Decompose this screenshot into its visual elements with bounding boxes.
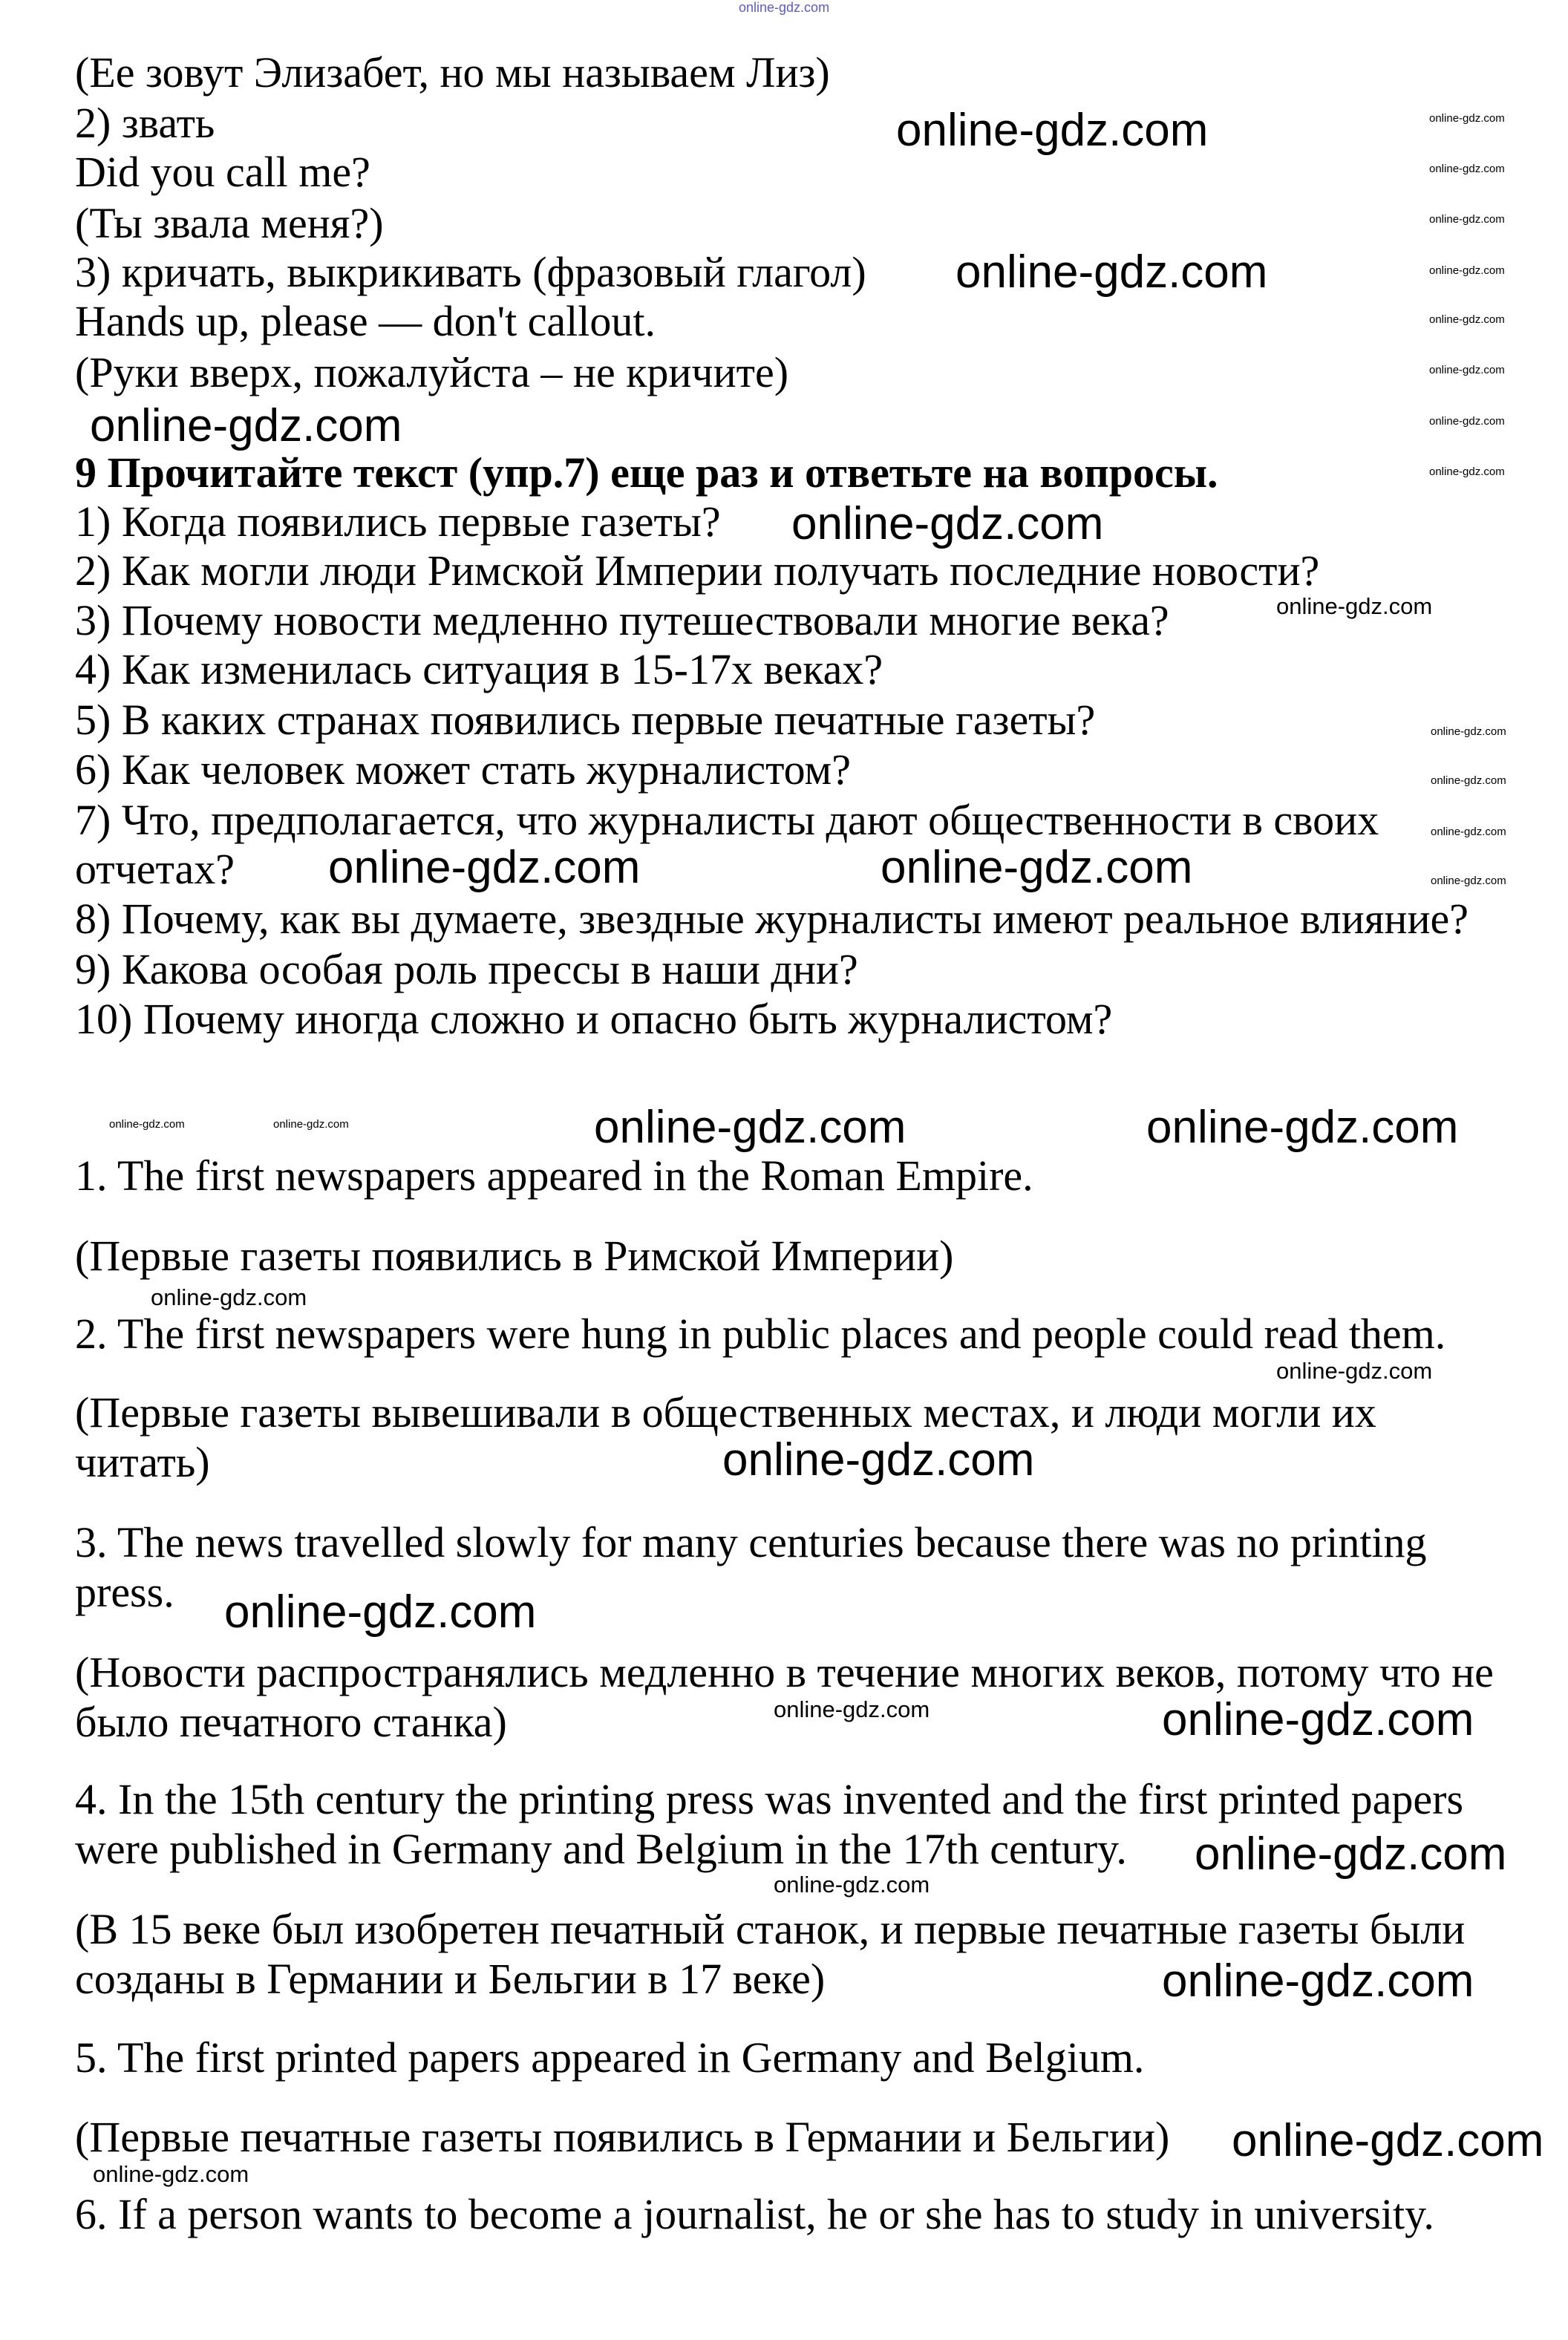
watermark: online-gdz.com [774,1696,930,1722]
watermark: online-gdz.com [1429,264,1505,277]
watermark: online-gdz.com [774,1872,930,1898]
watermark: online-gdz.com [328,842,641,893]
watermark: online-gdz.com [881,842,1193,893]
exercise-heading: 9 Прочитайте текст (упр.7) еще раз и ответьте на вопросы. [75,448,1218,497]
watermark: online-gdz.com [594,1102,906,1153]
watermark: online-gdz.com [896,105,1209,156]
answer-line: press. [75,1568,174,1616]
answer-line: 1. The first newspapers appeared in the Roman Empire. [75,1151,1033,1200]
watermark: online-gdz.com [1429,213,1505,226]
vocab-line: (Руки вверх, пожалуйста – не кричите) [75,348,789,396]
watermark: online-gdz.com [1429,112,1505,125]
watermark: online-gdz.com [273,1118,349,1131]
watermark-top: online-gdz.com [739,0,830,15]
answer-line: 5. The first printed papers appeared in Germany and Belgium. [75,2033,1145,2082]
question-line: 4) Как изменилась ситуация в 15-17х веках? [75,645,883,693]
answer-line: (Новости распространялись медленно в течение многих веков, потому что не [75,1648,1494,1696]
watermark: online-gdz.com [1429,465,1505,478]
answer-line: читать) [75,1438,210,1486]
answer-line: (Первые печатные газеты появились в Германии и Бельгии) [75,2113,1170,2161]
vocab-line: 2) звать [75,99,215,147]
answer-line: было печатного станка) [75,1698,507,1746]
answer-line: 6. If a person wants to become a journalist, he or she has to study in university. [75,2190,1434,2238]
watermark: online-gdz.com [722,1434,1035,1486]
watermark: online-gdz.com [1276,593,1433,619]
answer-line: (Первые газеты появились в Римской Империи) [75,1232,954,1280]
vocab-line: Hands up, please — don't callout. [75,297,656,345]
watermark: online-gdz.com [1232,2115,1544,2166]
watermark: online-gdz.com [1431,774,1506,787]
watermark: online-gdz.com [1431,725,1506,738]
watermark: online-gdz.com [151,1284,307,1310]
question-line: 3) Почему новости медленно путешествовали многие века? [75,596,1169,644]
vocab-line: (Ты звала меня?) [75,199,384,247]
watermark: online-gdz.com [1429,163,1505,175]
watermark: online-gdz.com [956,246,1268,298]
watermark: online-gdz.com [791,498,1104,549]
answer-line: (В 15 веке был изобретен печатный станок, и первые печатные газеты были [75,1905,1466,1953]
answer-line: 3. The news travelled slowly for many centuries because there was no printing [75,1518,1427,1566]
vocab-line: 3) кричать, выкрикивать (фразовый глагол) [75,248,866,296]
question-line: 1) Когда появились первые газеты? [75,497,721,546]
watermark: online-gdz.com [1162,1694,1474,1745]
watermark: online-gdz.com [1431,826,1506,838]
watermark: online-gdz.com [224,1586,537,1638]
question-line: отчетах? [75,845,235,893]
watermark: online-gdz.com [1431,875,1506,887]
watermark: online-gdz.com [109,1118,185,1131]
watermark: online-gdz.com [1429,415,1505,428]
watermark: online-gdz.com [1429,364,1505,376]
watermark: online-gdz.com [1276,1358,1433,1384]
question-line: 5) В каких странах появились первые печатные газеты? [75,696,1096,744]
watermark: online-gdz.com [93,2161,249,2187]
question-line: 2) Как могли люди Римской Империи получать последние новости? [75,546,1320,595]
question-line: 9) Какова особая роль прессы в наши дни? [75,945,858,993]
watermark: online-gdz.com [1146,1102,1459,1153]
vocab-line: Did you call me? [75,148,370,196]
answer-line: 2. The first newspapers were hung in public places and people could read them. [75,1310,1446,1358]
answer-line: 4. In the 15th century the printing press was invented and the first printed papers [75,1775,1464,1823]
answer-line: созданы в Германии и Бельгии в 17 веке) [75,1955,826,2003]
watermark: online-gdz.com [1195,1828,1507,1880]
answer-line: were published in Germany and Belgium in the 17th century. [75,1825,1127,1873]
watermark: online-gdz.com [1429,313,1505,326]
question-line: 7) Что, предполагается, что журналисты дают общественности в своих [75,796,1379,844]
vocab-line: (Ее зовут Элизабет, но мы называем Лиз) [75,48,830,97]
question-line: 10) Почему иногда сложно и опасно быть журналистом? [75,995,1113,1043]
answer-line: (Первые газеты вывешивали в общественных местах, и люди могли их [75,1388,1376,1437]
question-line: 8) Почему, как вы думаете, звездные журналисты имеют реальное влияние? [75,895,1469,943]
question-line: 6) Как человек может стать журналистом? [75,745,851,794]
watermark: online-gdz.com [1162,1955,1474,2007]
watermark: online-gdz.com [90,400,402,451]
